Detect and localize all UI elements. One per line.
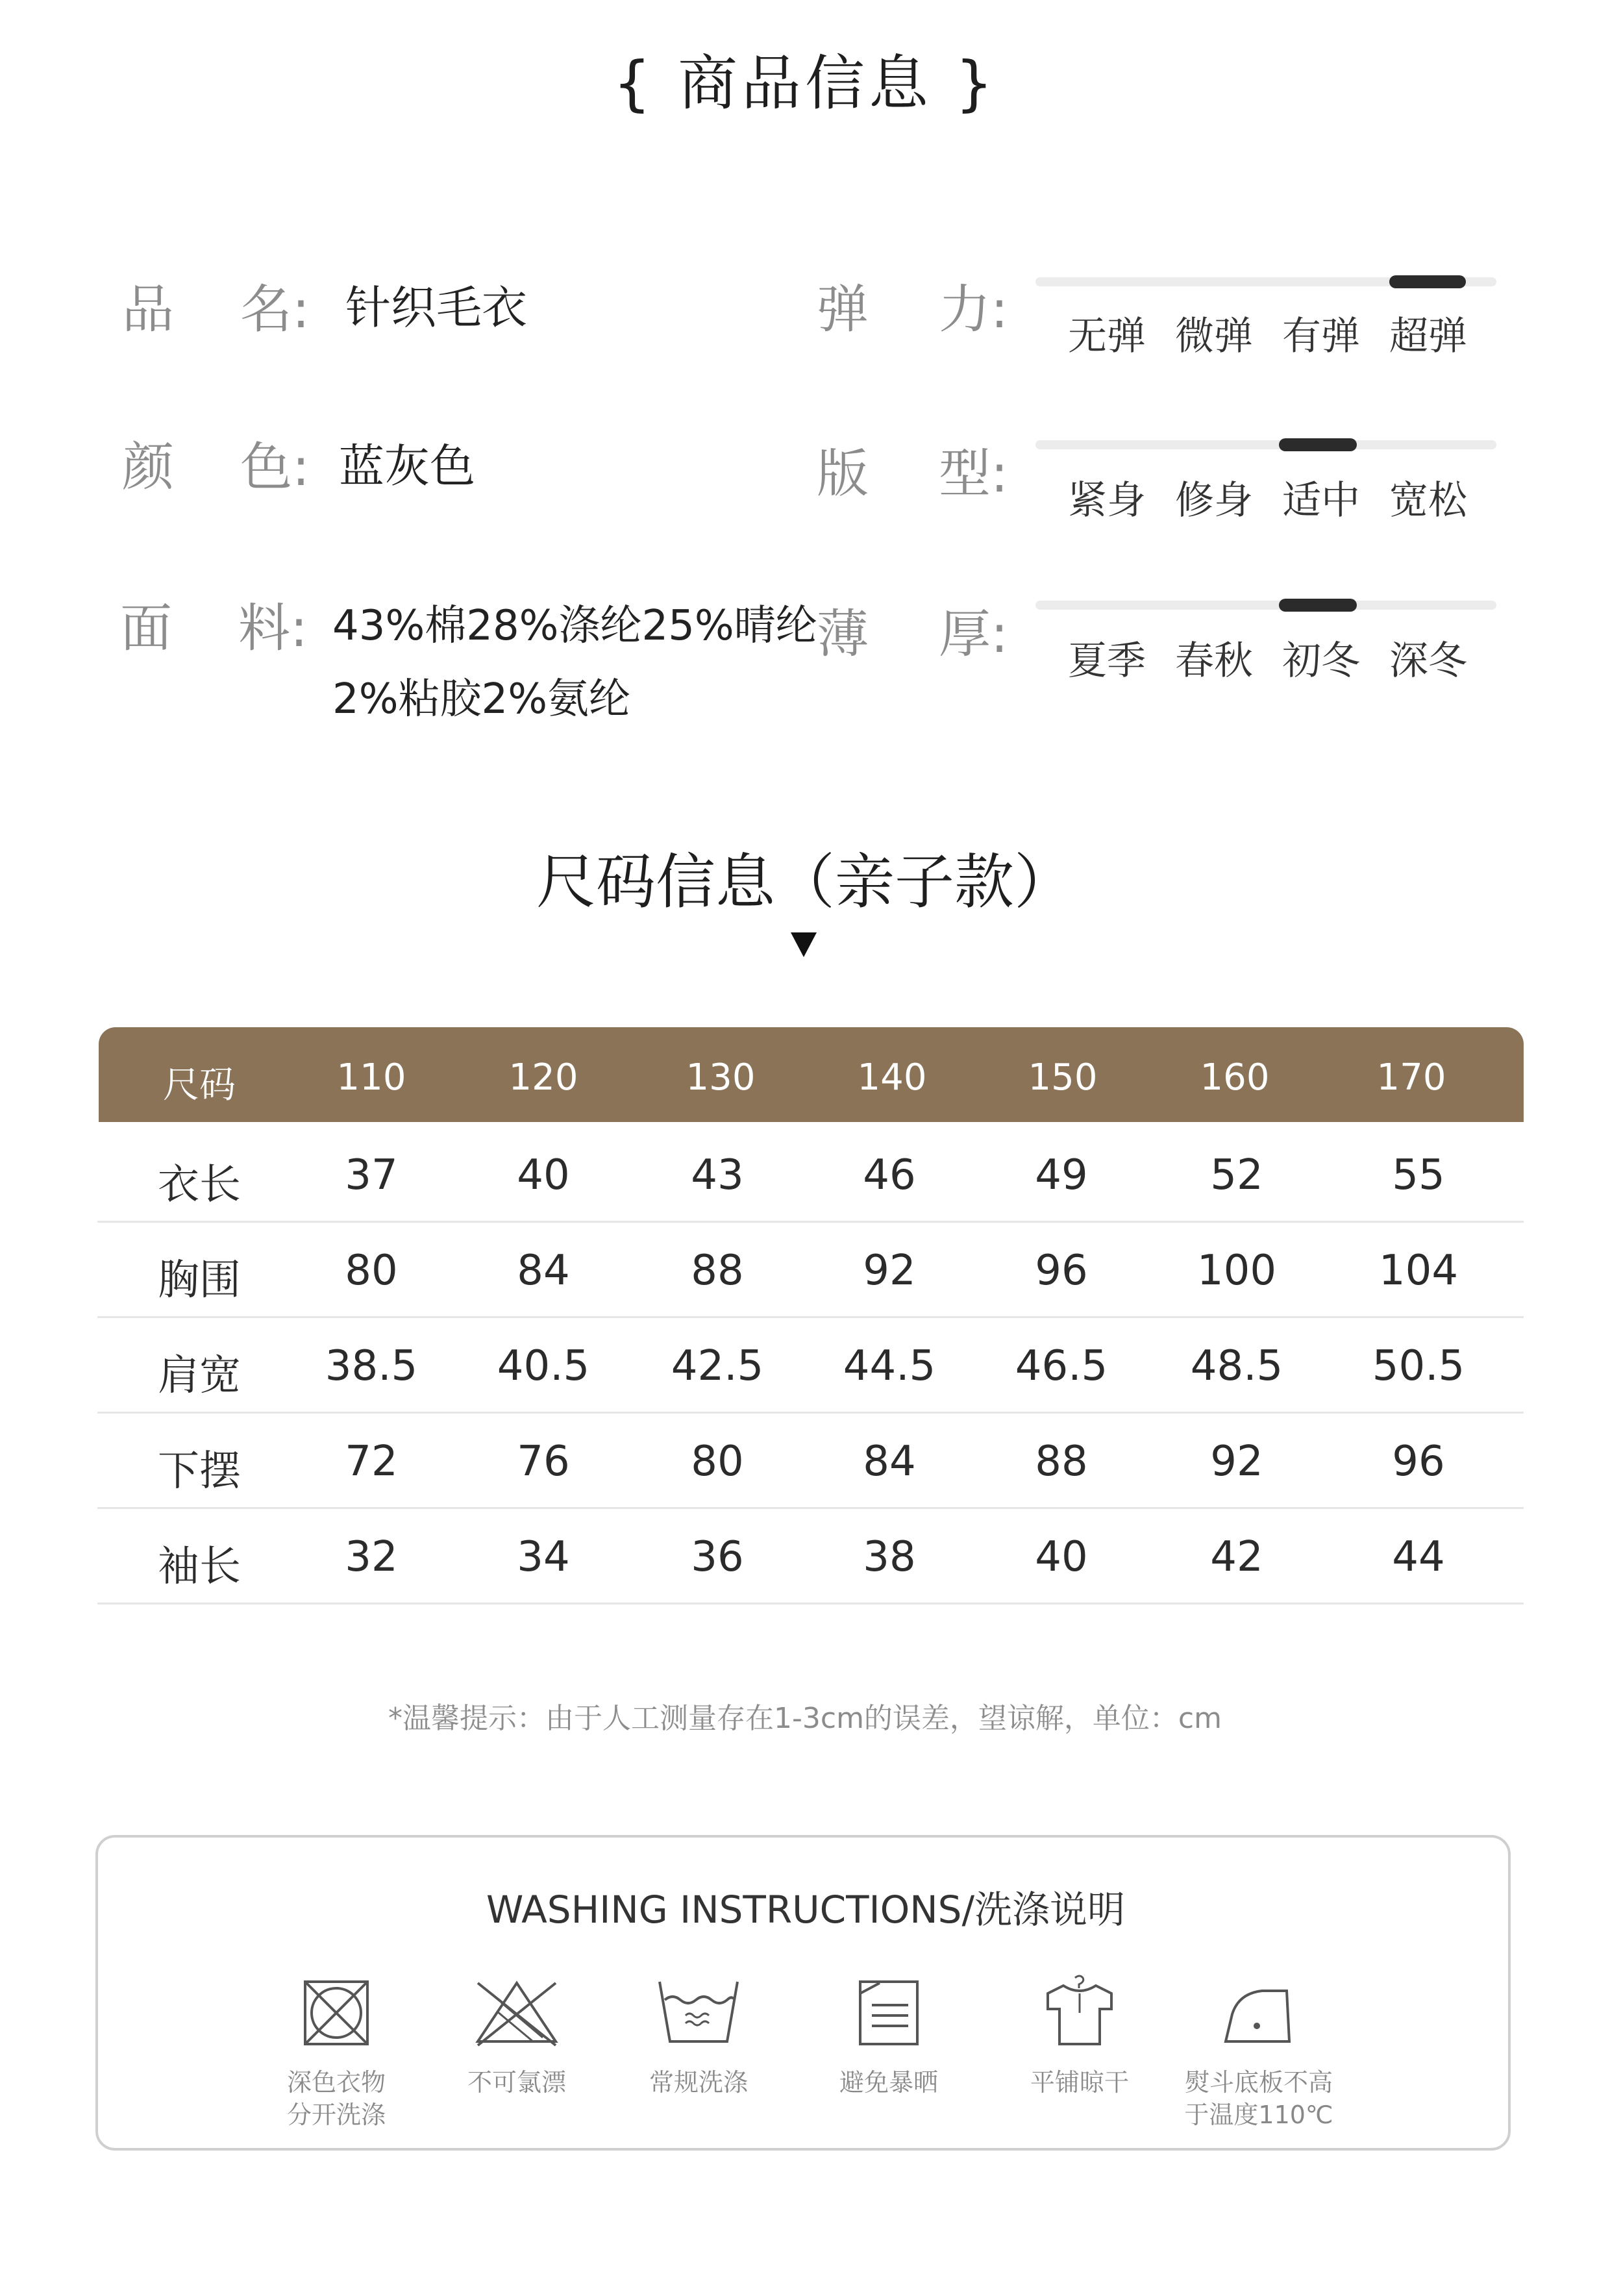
table-cell: 42.5 <box>671 1342 764 1390</box>
table-header-cell: 尺码 <box>163 1064 236 1106</box>
table-row <box>97 1125 1524 1223</box>
fit-option: 宽松 <box>1389 478 1467 523</box>
table-row <box>97 1316 1524 1414</box>
table-cell: 32 <box>345 1533 398 1581</box>
table-header-cell: 140 <box>857 1056 927 1099</box>
wash-item-label: 平铺晾干 <box>1030 2068 1129 2097</box>
no-tumble-icon <box>297 1974 375 2052</box>
table-row <box>97 1221 1524 1318</box>
wash-item-label: 深色衣物 分开洗涤 <box>286 2068 386 2129</box>
thickness-option: 初冬 <box>1282 638 1360 684</box>
table-cell: 96 <box>1035 1247 1088 1295</box>
no-bleach-icon <box>471 1974 562 2052</box>
elasticity-option: 微弹 <box>1175 314 1253 359</box>
table-cell: 44 <box>1392 1533 1445 1581</box>
table-cell: 袖长 <box>158 1543 241 1591</box>
wash-item <box>608 1974 789 2099</box>
table-cell: 88 <box>1035 1438 1088 1486</box>
table-cell: 40.5 <box>497 1342 590 1390</box>
table-cell: 100 <box>1196 1247 1277 1295</box>
down-triangle-icon <box>791 932 817 957</box>
table-cell: 48.5 <box>1190 1342 1283 1390</box>
fit-option: 适中 <box>1282 478 1360 523</box>
table-cell: 96 <box>1392 1438 1445 1486</box>
wash-item-label: 不可氯漂 <box>467 2068 566 2097</box>
thickness-option: 春秋 <box>1175 638 1253 684</box>
table-header-cell: 150 <box>1028 1056 1098 1099</box>
fit-option: 修身 <box>1175 478 1253 523</box>
table-cell: 50.5 <box>1372 1342 1465 1390</box>
table-row <box>97 1412 1524 1509</box>
table-cell: 92 <box>1210 1438 1263 1486</box>
table-cell: 49 <box>1035 1151 1088 1199</box>
table-cell: 34 <box>517 1533 570 1581</box>
color-label: 颜 色: <box>122 437 310 497</box>
wash-item <box>426 1974 608 2099</box>
name-label: 品 名: <box>122 279 310 340</box>
table-cell: 104 <box>1378 1247 1459 1295</box>
table-cell: 42 <box>1210 1533 1263 1581</box>
color-value: 蓝灰色 <box>339 440 475 493</box>
table-cell: 52 <box>1210 1151 1263 1199</box>
table-cell: 37 <box>345 1151 398 1199</box>
elasticity-label: 弹 力: <box>817 279 1008 340</box>
table-cell: 72 <box>345 1438 398 1486</box>
wash-item <box>245 1974 427 2131</box>
elasticity-option: 超弹 <box>1389 314 1467 359</box>
wash-item-label: 避免暴晒 <box>839 2068 938 2097</box>
table-cell: 38 <box>863 1533 916 1581</box>
wash-item <box>989 1974 1170 2099</box>
fabric-label: 面 料: <box>120 598 308 658</box>
avoid-sun-icon <box>850 1974 928 2052</box>
elasticity-option: 有弹 <box>1282 314 1360 359</box>
table-cell: 38.5 <box>325 1342 418 1390</box>
fit-option: 紧身 <box>1068 478 1146 523</box>
table-header-cell: 120 <box>508 1056 578 1099</box>
thickness-label: 薄 厚: <box>817 604 1008 664</box>
table-header-cell: 170 <box>1376 1056 1446 1099</box>
size-table-header <box>99 1027 1524 1122</box>
table-cell: 88 <box>691 1247 744 1295</box>
table-cell: 76 <box>517 1438 570 1486</box>
table-cell: 46 <box>863 1151 916 1199</box>
wash-item-label: 常规洗涤 <box>649 2068 748 2097</box>
wash-item-label: 熨斗底板不高 于温度110℃ <box>1184 2068 1333 2129</box>
table-cell: 80 <box>345 1247 398 1295</box>
size-section-title: 尺码信息（亲子款） <box>536 847 1074 917</box>
table-cell: 43 <box>691 1151 744 1199</box>
fit-scale-marker <box>1279 438 1357 451</box>
table-cell: 36 <box>691 1533 744 1581</box>
thickness-scale-track <box>1035 601 1496 610</box>
fit-scale-track <box>1035 440 1496 449</box>
washing-instructions-panel <box>95 1835 1511 2151</box>
table-cell: 下摆 <box>158 1447 241 1495</box>
fit-label: 版 型: <box>817 443 1008 504</box>
table-header-cell: 160 <box>1200 1056 1270 1099</box>
table-cell: 84 <box>517 1247 570 1295</box>
thickness-scale-marker <box>1279 599 1357 612</box>
thickness-option: 夏季 <box>1068 638 1146 684</box>
page-title: { 商品信息 } <box>613 49 997 118</box>
table-cell: 44.5 <box>843 1342 936 1390</box>
wash-item <box>798 1974 980 2099</box>
elasticity-option: 无弹 <box>1068 314 1146 359</box>
table-cell: 40 <box>517 1151 570 1199</box>
table-cell: 40 <box>1035 1533 1088 1581</box>
iron-icon <box>1217 1974 1301 2052</box>
table-header-cell: 110 <box>336 1056 406 1099</box>
table-cell: 84 <box>863 1438 916 1486</box>
thickness-option: 深冬 <box>1389 638 1467 684</box>
washing-title: WASHING INSTRUCTIONS/洗涤说明 <box>486 1888 1126 1932</box>
table-cell: 46.5 <box>1015 1342 1108 1390</box>
wash-item <box>1168 1974 1350 2131</box>
name-value: 针织毛衣 <box>345 281 527 334</box>
measurement-note: *温馨提示：由于人工测量存在1-3cm的误差，望谅解，单位：cm <box>388 1702 1222 1735</box>
elasticity-scale-marker <box>1389 275 1466 288</box>
table-cell: 55 <box>1392 1151 1445 1199</box>
table-row <box>97 1507 1524 1604</box>
table-cell: 衣长 <box>158 1161 241 1209</box>
table-cell: 80 <box>691 1438 744 1486</box>
elasticity-scale-track <box>1035 277 1496 286</box>
wash-tub-icon <box>653 1974 744 2052</box>
fabric-value-line2: 2%粘胶2%氨纶 <box>332 675 631 723</box>
fabric-value-line1: 43%棉28%涤纶25%晴纶 <box>332 602 817 650</box>
table-cell: 肩宽 <box>158 1352 241 1400</box>
table-header-cell: 130 <box>686 1056 756 1099</box>
table-cell: 胸围 <box>158 1256 241 1304</box>
table-cell: 92 <box>863 1247 916 1295</box>
dry-flat-icon <box>1037 1974 1122 2052</box>
